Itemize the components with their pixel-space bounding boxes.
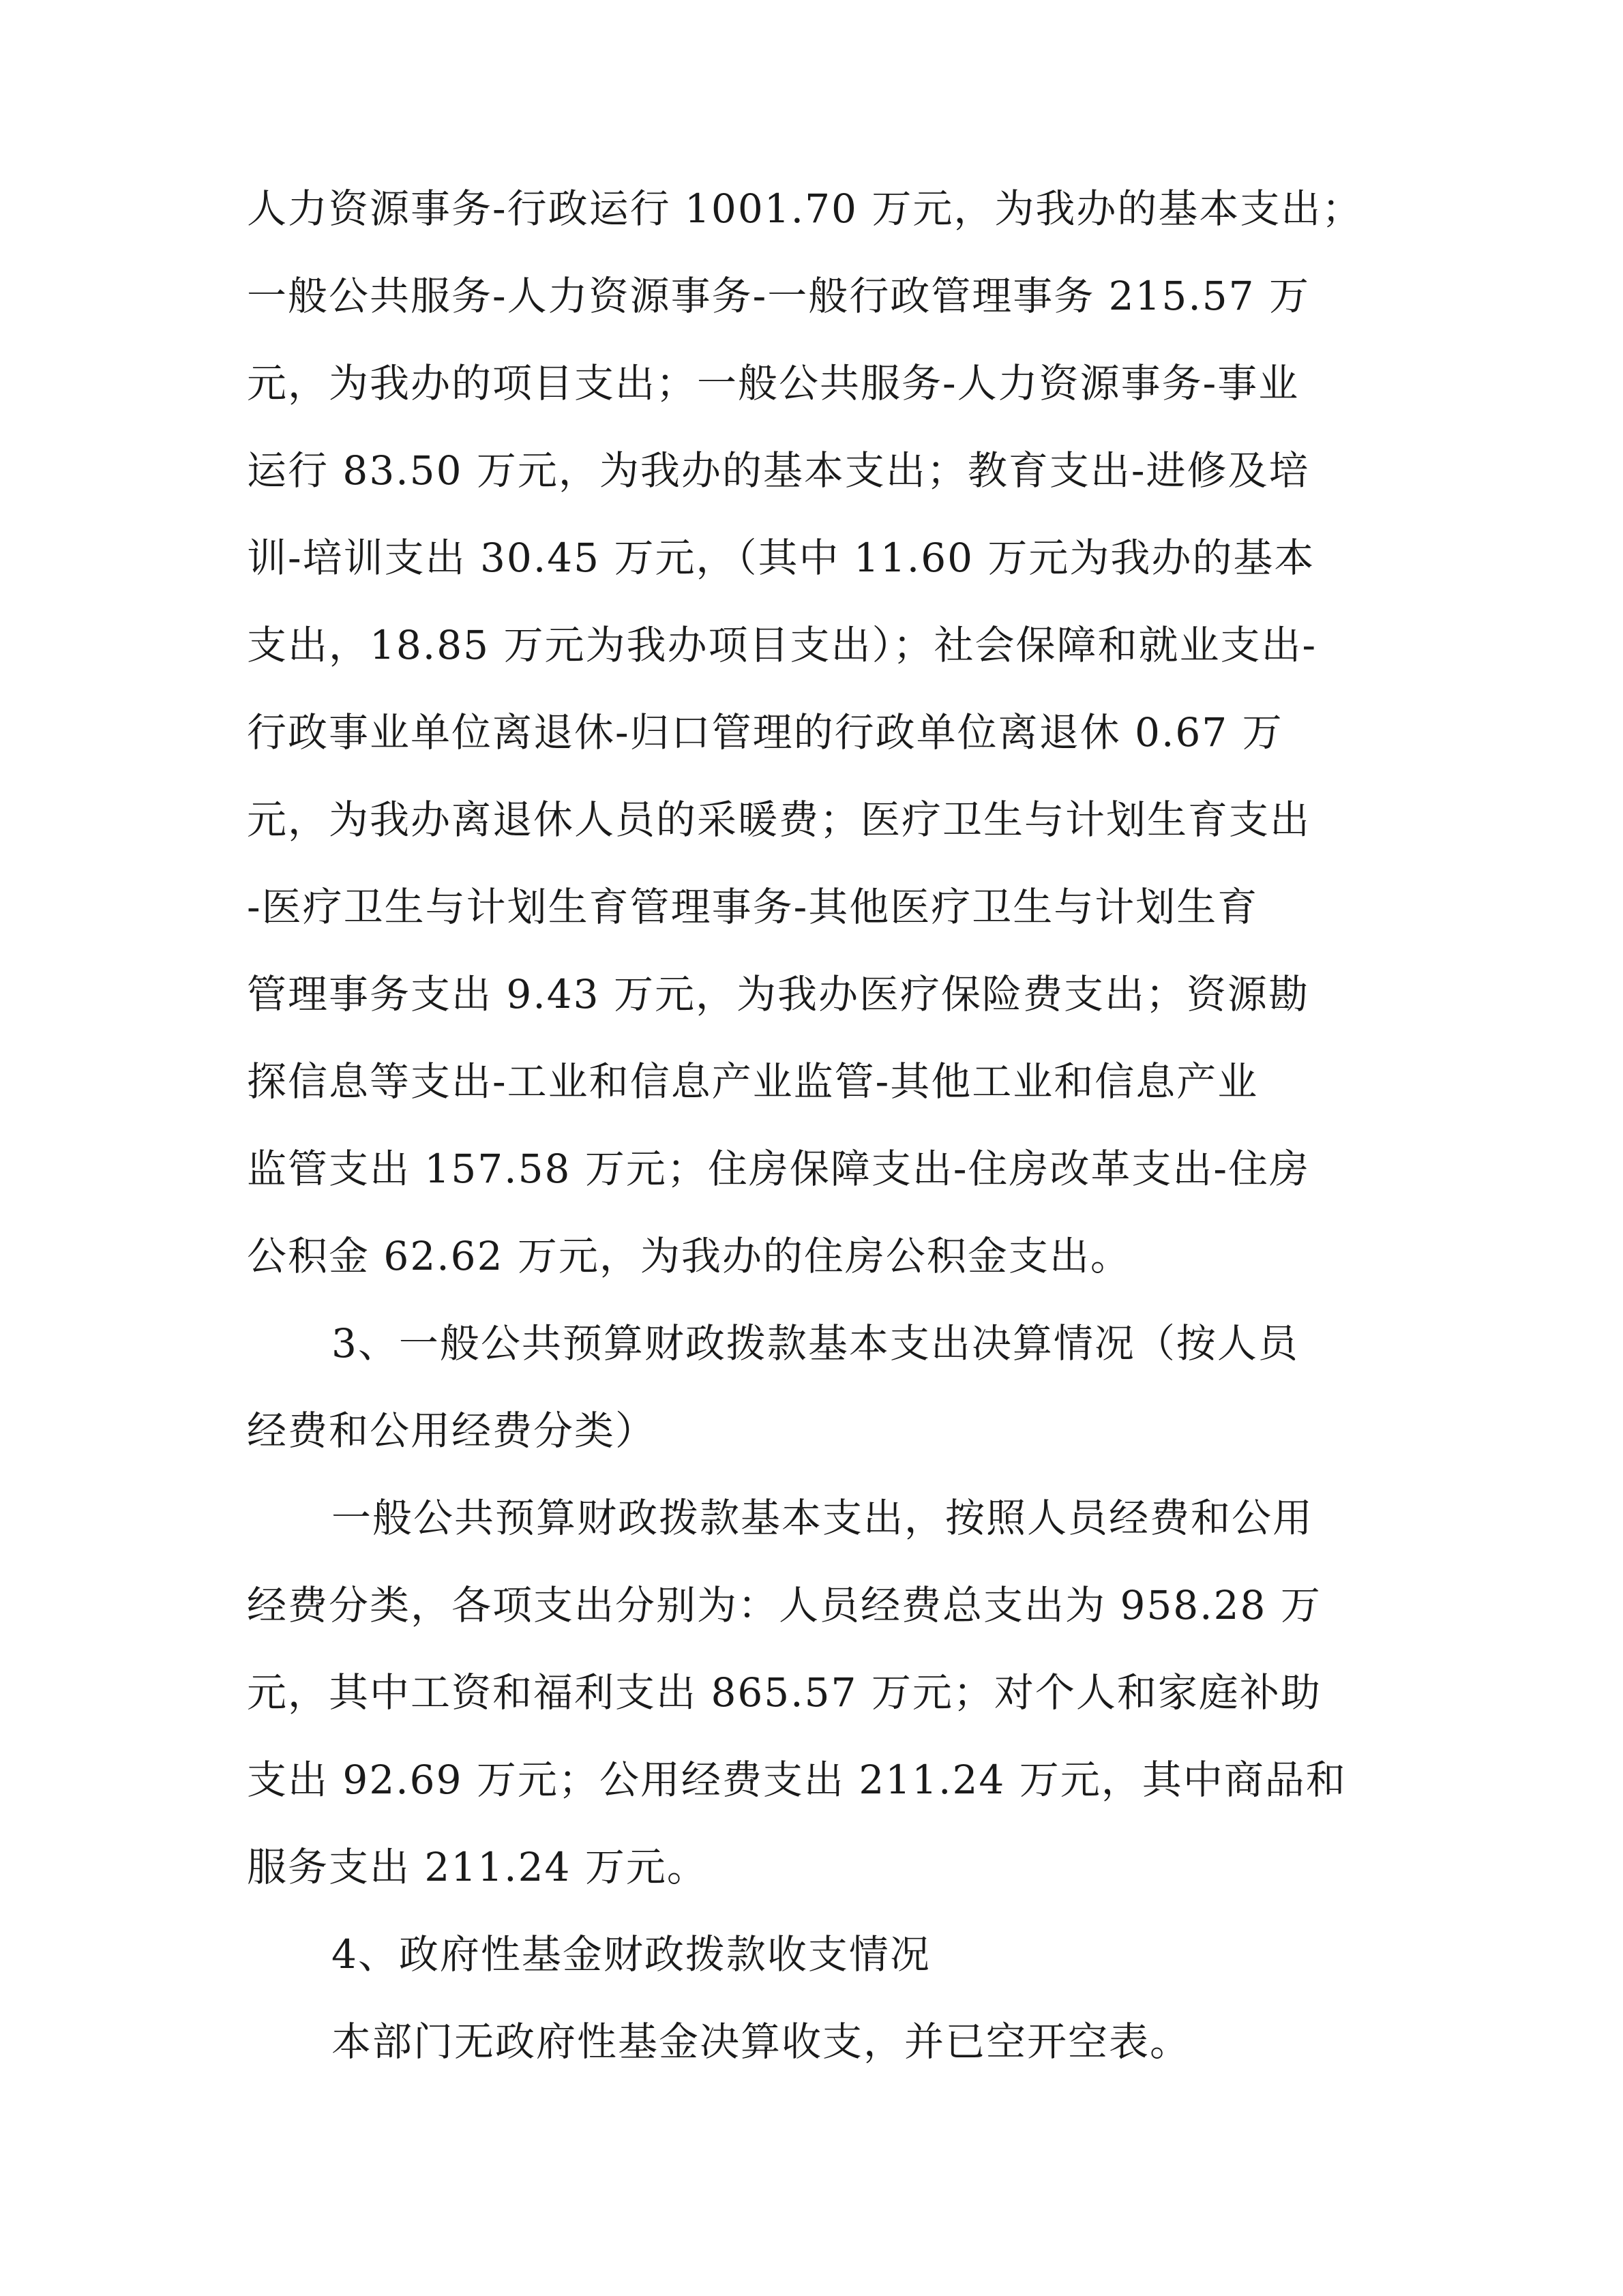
text-line: 公积金 62.62 万元，为我办的住房公积金支出。 <box>247 1233 1131 1279</box>
text-line: 一般公共服务-人力资源事务-一般行政管理事务 215.57 万 <box>247 273 1311 319</box>
text-line: 本部门无政府性基金决算收支，并已空开空表。 <box>331 2018 1191 2065</box>
text-line: 元，为我办离退休人员的采暖费；医疗卫生与计划生育支出 <box>247 796 1311 843</box>
text-line: 经费分类，各项支出分别为：人员经费总支出为 958.28 万 <box>247 1582 1322 1628</box>
text-line: 元，为我办的项目支出；一般公共服务-人力资源事务-事业 <box>247 360 1300 406</box>
text-line: 训-培训支出 30.45 万元，（其中 11.60 万元为我办的基本 <box>247 535 1315 581</box>
section-heading: 4、政府性基金财政拨款收支情况 <box>331 1931 931 1978</box>
text-line: 探信息等支出-工业和信息产业监管-其他工业和信息产业 <box>247 1058 1259 1105</box>
text-line: 监管支出 157.58 万元；住房保障支出-住房改革支出-住房 <box>247 1146 1311 1192</box>
text-line: 支出，18.85 万元为我办项目支出）；社会保障和就业支出- <box>247 622 1317 668</box>
section-heading: 3、一般公共预算财政拨款基本支出决算情况（按人员 <box>331 1320 1299 1367</box>
text-line: 一般公共预算财政拨款基本支出，按照人员经费和公用 <box>331 1495 1314 1541</box>
text-line: 管理事务支出 9.43 万元，为我办医疗保险费支出；资源勘 <box>247 971 1310 1017</box>
text-line: 服务支出 211.24 万元。 <box>247 1844 708 1890</box>
section-heading: 经费和公用经费分类） <box>247 1407 657 1454</box>
text-line: -医疗卫生与计划生育管理事务-其他医疗卫生与计划生育 <box>247 884 1259 930</box>
text-line: 行政事业单位离退休-归口管理的行政单位离退休 0.67 万 <box>247 709 1283 756</box>
text-line: 元，其中工资和福利支出 865.57 万元；对个人和家庭补助 <box>247 1669 1322 1716</box>
text-line: 支出 92.69 万元；公用经费支出 211.24 万元，其中商品和 <box>247 1757 1347 1803</box>
text-line: 人力资源事务-行政运行 1001.70 万元，为我办的基本支出； <box>247 185 1363 232</box>
text-line: 运行 83.50 万元，为我办的基本支出；教育支出-进修及培 <box>247 447 1310 494</box>
